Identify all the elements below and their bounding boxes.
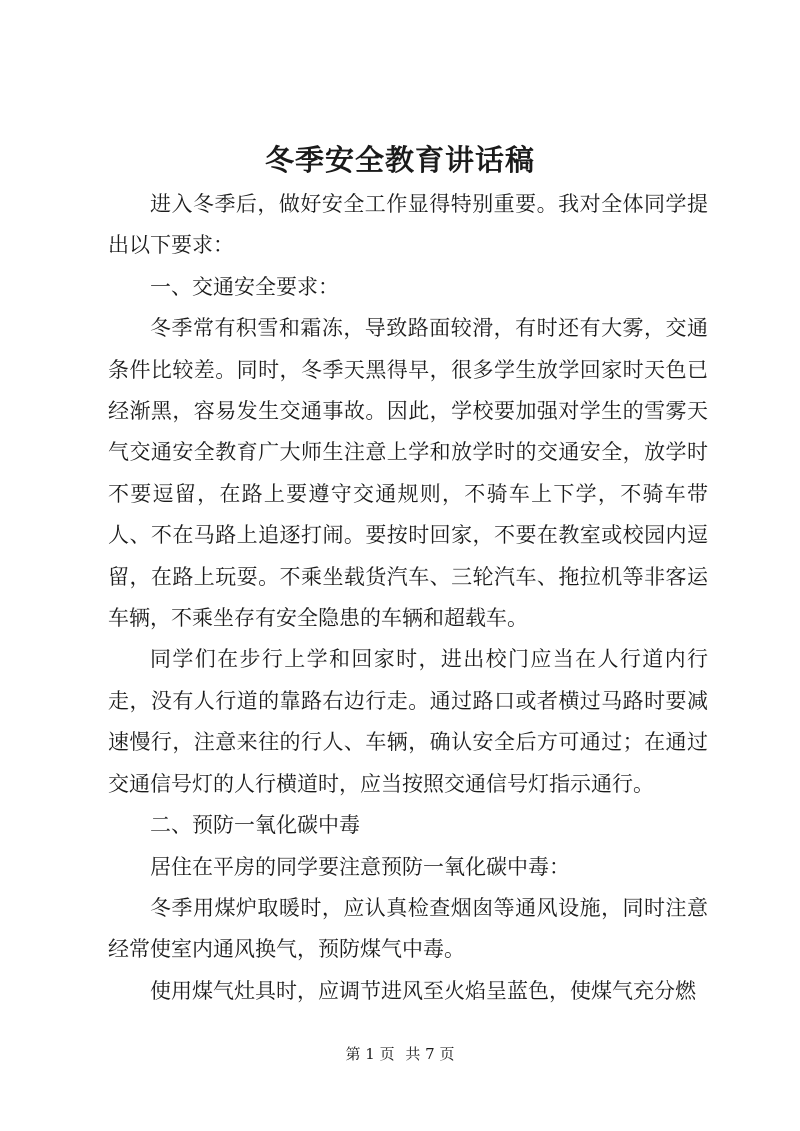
paragraph-traffic-winter: 冬季常有积雪和霜冻，导致路面较滑，有时还有大雾，交通条件比较差。同时，冬季天黑得早，很多学生放学回家时天色已经渐黑，容易发生交通事故。因此，学校要加强对学生的雪雾天气交通安全教育广大师生注意上学和放学时的交通安全，放学时不要逗留，在路上要遵守交通规则，不骑车上下学，不骑车带人、不在马路上追逐打闹。要按时回家，不要在教室或校园内逗留，在路上玩耍。不乘坐载货汽车、三轮汽车、拖拉机等非客运车辆，不乘坐存有安全隐患的车辆和超载车。 xyxy=(108,316,708,631)
page-title: 冬季安全教育讲话稿 xyxy=(264,143,535,177)
paragraph-co-stove: 冬季用煤炉取暖时，应认真检查烟囱等通风设施，同时注意经常使室内通风换气，预防煤气中毒。 xyxy=(108,895,708,962)
section-heading-co: 二、预防一氧化碳中毒 xyxy=(150,813,360,838)
document-body xyxy=(108,184,708,1012)
page-footer xyxy=(0,1044,800,1064)
paragraph-co-intro: 居住在平房的同学要注意预防一氧化碳中毒： xyxy=(150,854,570,879)
section-heading-traffic: 一、交通安全要求： xyxy=(150,274,339,299)
page-total: 共 7 页 xyxy=(405,1045,455,1063)
paragraph-co-gas: 使用煤气灶具时，应调节进风至火焰呈蓝色，使煤气充分燃 xyxy=(150,978,696,1003)
paragraph-intro: 进入冬季后，做好安全工作显得特别重要。我对全体同学提出以下要求： xyxy=(108,192,708,258)
page-number: 第 1 页 xyxy=(345,1045,395,1063)
paragraph-traffic-walking: 同学们在步行上学和回家时，进出校门应当在人行道内行走，没有人行道的靠路右边行走。通过路口或者横过马路时要减速慢行，注意来往的行人、车辆，确认安全后方可通过；在通过交通信号灯的人行横道时，应当按照交通信号灯指示通行。 xyxy=(108,647,708,796)
